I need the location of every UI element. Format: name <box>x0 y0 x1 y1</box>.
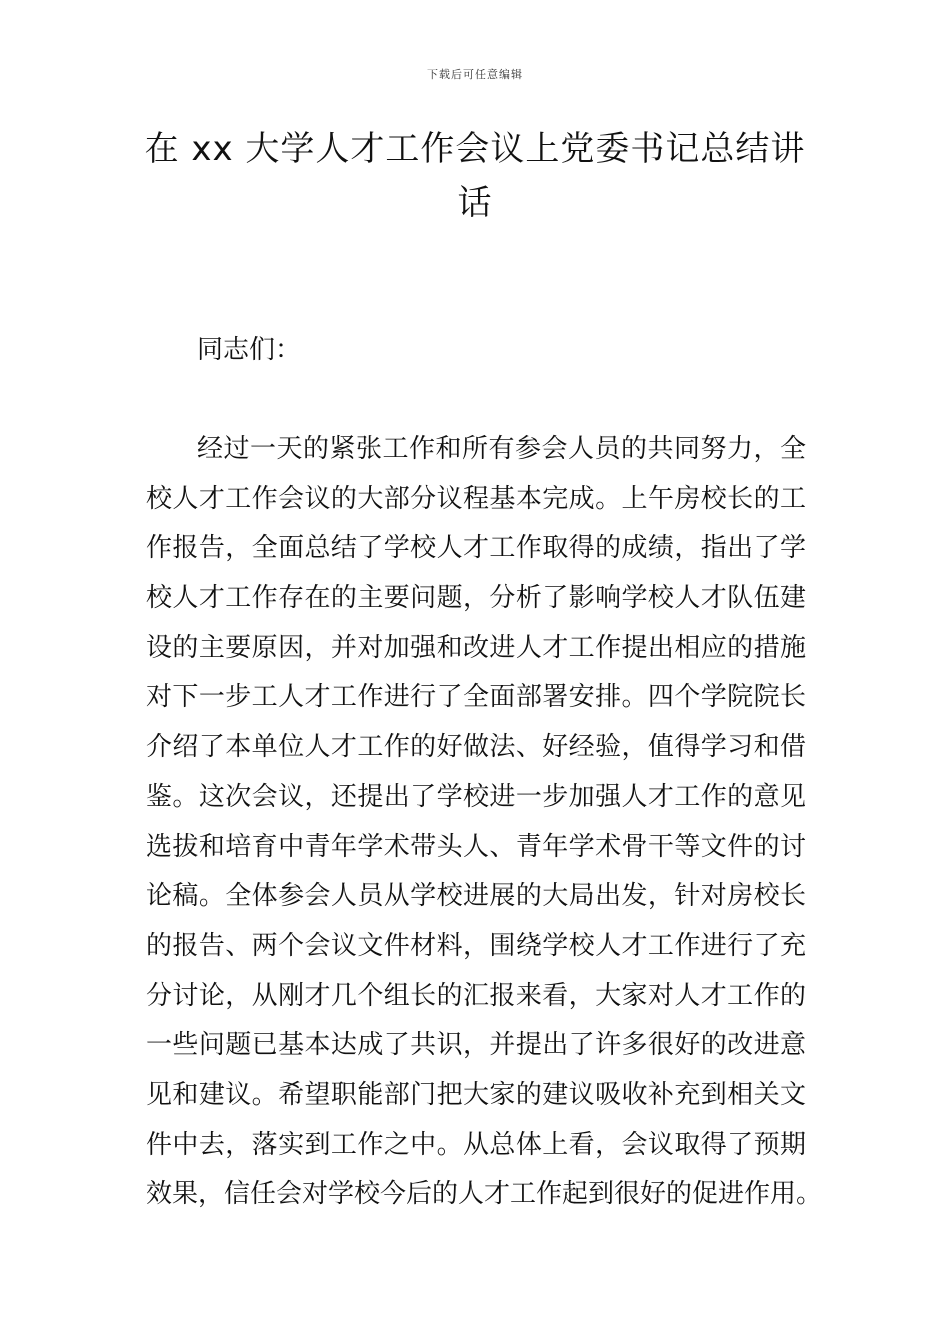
paragraph-line: 论稿。全体参会人员从学校进展的大局出发，针对房校长 <box>146 881 806 912</box>
paragraph-line: 经过一天的紧张工作和所有参会人员的共同努力，全 <box>197 434 806 464</box>
page-title: 在 xx 大学人才工作会议上党委书记总结讲话 <box>144 129 806 223</box>
paragraph-line: 介绍了本单位人才工作的好做法、好经验，值得学习和借 <box>146 732 806 763</box>
paragraph-line: 选拔和培育中青年学术带头人、青年学术骨干等文件的讨 <box>146 831 806 862</box>
paragraph-line: 对下一步工人才工作进行了全面部署安排。四个学院院长 <box>146 682 806 713</box>
paragraph-line: 鉴。这次会议，还提出了学校进一步加强人才工作的意见 <box>146 781 806 812</box>
paragraph-line: 件中去，落实到工作之中。从总体上看，会议取得了预期 <box>146 1129 806 1160</box>
paragraph-line: 校人才工作存在的主要问题，分析了影响学校人才队伍建 <box>146 583 806 614</box>
paragraph-line: 效果，信任会对学校今后的人才工作起到很好的促进作用。 <box>146 1179 823 1210</box>
paragraph-line: 校人才工作会议的大部分议程基本完成。上午房校长的工 <box>146 483 806 514</box>
salutation: 同志们： <box>197 335 302 365</box>
paragraph-line: 设的主要原因，并对加强和改进人才工作提出相应的措施 <box>146 632 806 663</box>
paragraph-line: 的报告、两个会议文件材料，围绕学校人才工作进行了充 <box>146 930 806 961</box>
body-paragraph <box>146 425 823 1220</box>
paragraph-line: 分讨论，从刚才几个组长的汇报来看，大家对人才工作的 <box>146 980 806 1011</box>
paragraph-line: 作报告，全面总结了学校人才工作取得的成绩，指出了学 <box>146 533 806 564</box>
paragraph-line: 一些问题已基本达成了共识，并提出了许多很好的改进意 <box>146 1030 806 1061</box>
paragraph-line: 见和建议。希望职能部门把大家的建议吸收补充到相关文 <box>146 1079 806 1110</box>
header-note: 下载后可任意编辑 <box>427 68 523 81</box>
